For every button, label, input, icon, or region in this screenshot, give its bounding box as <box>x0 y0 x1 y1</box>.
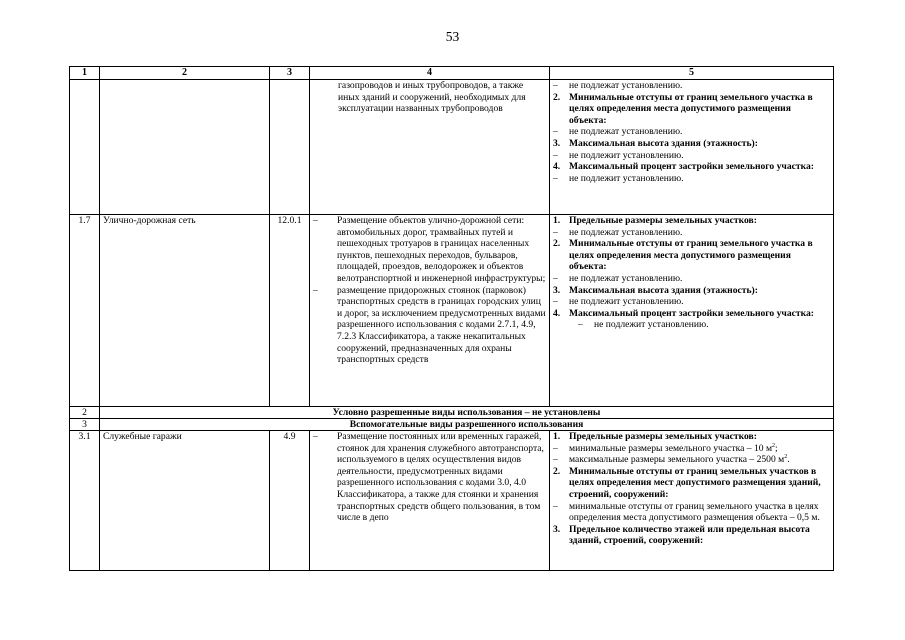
param-item: – минимальные отступы от границ земельного участка в целях определения места допустимого размещения объекта – 0,5 м. <box>553 500 820 524</box>
row-number: 3.1 <box>70 431 100 571</box>
row-number: 1.7 <box>70 215 100 407</box>
section-title: Условно разрешенные виды использования – не установлены <box>100 407 834 419</box>
parameters-cell <box>550 215 834 407</box>
param-item: 2. Минимальные отступы от границ земельного участка в целях определения места допустимого размещения объекта: <box>553 91 813 126</box>
param-item: – не подлежит установлению. <box>553 296 684 308</box>
param-item: – не подлежит установлению. <box>578 319 709 331</box>
header-col-2: 2 <box>100 67 270 80</box>
use-code <box>270 80 310 215</box>
header-col-5: 5 <box>550 67 834 80</box>
param-item: 2. Минимальные отступы от границ земельного участка в целях определения места допустимого размещения объекта: <box>553 238 813 273</box>
parameters-cell <box>550 431 834 571</box>
param-item: – не подлежат установлению. <box>553 80 683 91</box>
header-col-1: 1 <box>70 67 100 80</box>
param-item: – максимальные размеры земельного участка – 2500 $м^2$. <box>553 454 790 466</box>
param-item: – не подлежит установлению. <box>553 149 684 161</box>
use-name <box>100 80 270 215</box>
use-description <box>310 215 550 407</box>
use-description <box>310 431 550 571</box>
param-item: – не подлежат установлению. <box>553 272 683 284</box>
use-code: 12.0.1 <box>270 215 310 407</box>
table-row <box>70 431 834 571</box>
param-item: – не подлежит установлению. <box>553 172 684 184</box>
param-item: 3. Максимальная высота здания (этажность): <box>553 137 758 149</box>
header-row <box>70 67 834 80</box>
param-item: 1. Предельные размеры земельных участков: <box>553 215 757 226</box>
page-number: 53 <box>445 29 460 44</box>
regulations-table <box>69 66 834 571</box>
section-row <box>70 419 834 431</box>
use-description <box>310 80 550 215</box>
param-item: 3. Максимальная высота здания (этажность): <box>553 284 758 296</box>
param-item: – минимальные размеры земельного участка – 10 $м^2$; <box>553 442 778 454</box>
use-name: Улично-дорожная сеть <box>100 215 270 407</box>
description-text: газопроводов и иных трубопроводов, а также иных зданий и сооружений, необходимых для эксплуатации названных трубопроводов <box>338 80 526 115</box>
param-item: – не подлежат установлению. <box>553 226 683 238</box>
header-col-3: 3 <box>270 67 310 80</box>
description-item: – Размещение постоянных или временных гаражей, стоянок для хранения служебного автотранспорта, используемого в целях осуществления видов деятельности, предусмотренных видами разрешенного использования с кодами 3.0, 4.0 Классификатора, а также для стоянки и хранения транспортных средств общего пользования, в том числе в депо <box>313 431 544 524</box>
table-row <box>70 80 834 215</box>
param-item: 2. Минимальные отступы от границ земельных участков в целях определения мест допустимого размещения зданий, строений, сооружений: <box>553 465 821 500</box>
param-item: 4. Максимальный процент застройки земельного участка: <box>553 161 814 173</box>
section-number: 3 <box>70 419 100 431</box>
description-item: – размещение придорожных стоянок (парковок) транспортных средств в границах городских улиц и дорог, за исключением предусмотренных видами разрешенного использования с кодами 2.7.1, 4.9, 7.2.3 Классификатора, а также некапитальных сооружений, предназначенных для охраны транспортных средств <box>313 284 546 366</box>
param-item: 1. Предельные размеры земельных участков: <box>553 431 757 442</box>
section-title: Вспомогательные виды разрешенного использования <box>100 419 834 431</box>
header-col-4: 4 <box>310 67 550 80</box>
section-number: 2 <box>70 407 100 419</box>
row-number <box>70 80 100 215</box>
use-code: 4.9 <box>270 431 310 571</box>
table-row <box>70 215 834 407</box>
param-item: 4. Максимальный процент застройки земельного участка: <box>553 307 814 319</box>
use-name: Служебные гаражи <box>100 431 270 571</box>
param-item: 3. Предельное количество этажей или предельная высота зданий, строений, сооружений: <box>553 523 810 547</box>
section-row <box>70 407 834 419</box>
parameters-cell <box>550 80 834 215</box>
param-item: – не подлежат установлению. <box>553 126 683 138</box>
description-item: – Размещение объектов улично-дорожной сети: автомобильных дорог, трамвайных путей и пешеходных тротуаров в границах населенных пунктов, пешеходных переходов, бульваров, площадей, проездов, велодорожек и объектов велотранспортной и инженерной инфраструктуры; <box>313 215 546 284</box>
